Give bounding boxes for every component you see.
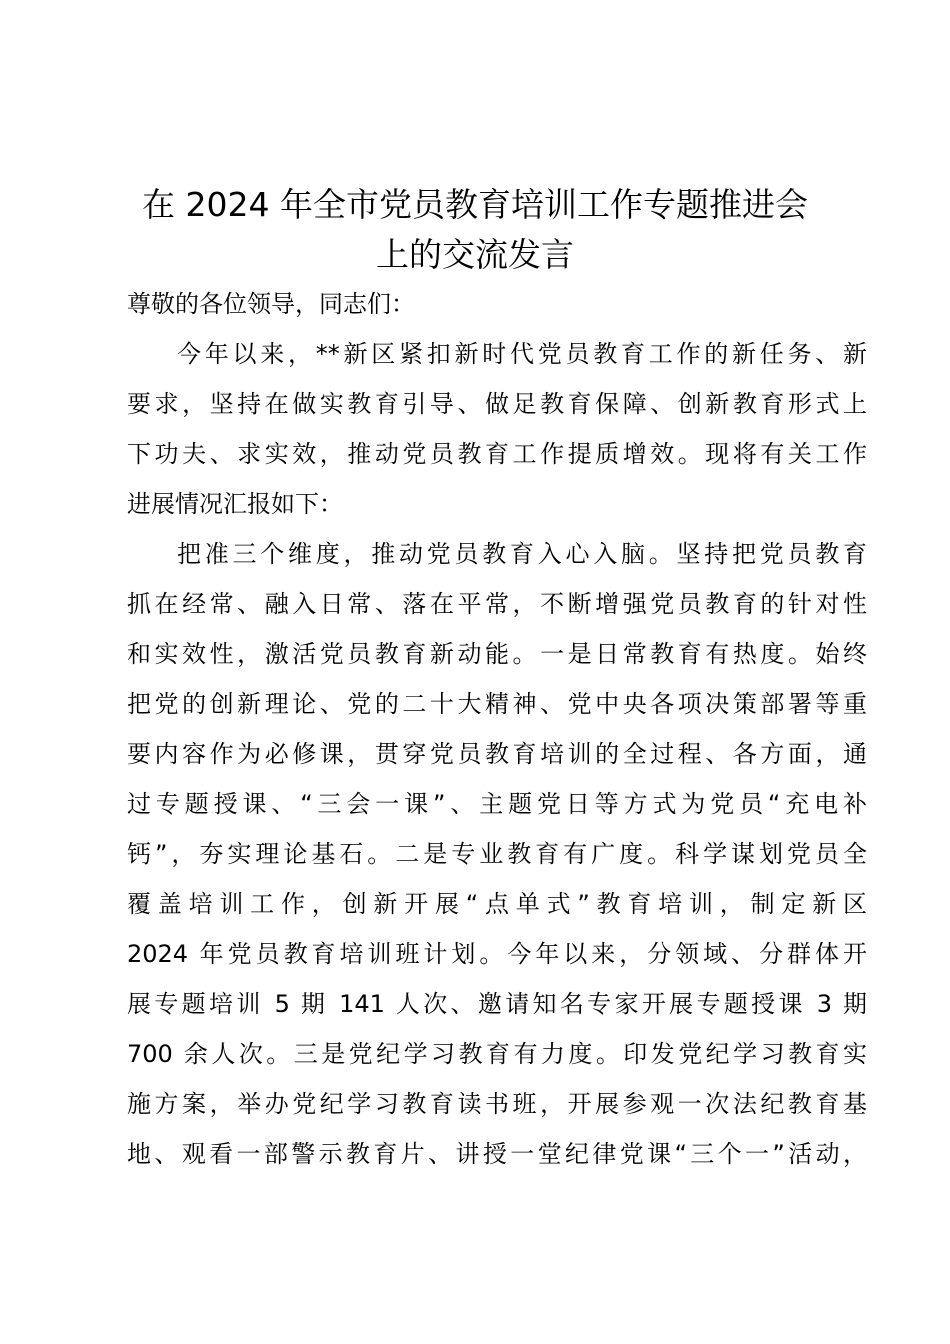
paragraph-2-line: 施方案，举办党纪学习教育读书班，开展参观一次法纪教育基 (127, 1090, 867, 1118)
paragraph-2-line: 钙”，夯实理论基石。二是专业教育有广度。科学谋划党员全 (127, 840, 867, 868)
paragraph-1-line: 要求，坚持在做实教育引导、做足教育保障、创新教育形式上 (127, 390, 867, 418)
paragraph-2-line: 要内容作为必修课，贯穿党员教育培训的全过程、各方面，通 (127, 740, 867, 768)
paragraph-2-line: 展专题培训 5 期 141 人次、邀请知名专家开展专题授课 3 期 (127, 990, 867, 1018)
salutation: 尊敬的各位领导，同志们： (127, 290, 415, 318)
paragraph-2-line: 覆盖培训工作，创新开展“点单式”教育培训，制定新区 (127, 890, 867, 918)
paragraph-2-line: 2024 年党员教育培训班计划。今年以来，分领域、分群体开 (127, 940, 867, 968)
paragraph-1-line: 今年以来，**新区紧扣新时代党员教育工作的新任务、新 (177, 340, 867, 368)
paragraph-2-line: 抓在经常、融入日常、落在平常，不断增强党员教育的针对性 (127, 590, 867, 618)
paragraph-2-line: 和实效性，激活党员教育新动能。一是日常教育有热度。始终 (127, 640, 867, 668)
paragraph-1-line: 下功夫、求实效，推动党员教育工作提质增效。现将有关工作 (127, 440, 867, 468)
paragraph-2-line: 地、观看一部警示教育片、讲授一堂纪律党课“三个一”活动， (127, 1140, 867, 1168)
paragraph-2-line: 把准三个维度，推动党员教育入心入脑。坚持把党员教育 (177, 540, 867, 568)
paragraph-2-line: 过专题授课、“三会一课”、主题党日等方式为党员“充电补 (127, 790, 867, 818)
document-title-line-2: 上的交流发言 (376, 235, 574, 274)
document-title-line-1: 在 2024 年全市党员教育培训工作专题推进会 (142, 185, 808, 224)
paragraph-2-line: 700 余人次。三是党纪学习教育有力度。印发党纪学习教育实 (127, 1040, 867, 1068)
paragraph-2-line: 把党的创新理论、党的二十大精神、党中央各项决策部署等重 (127, 690, 867, 718)
paragraph-1-line: 进展情况汇报如下： (127, 490, 343, 518)
